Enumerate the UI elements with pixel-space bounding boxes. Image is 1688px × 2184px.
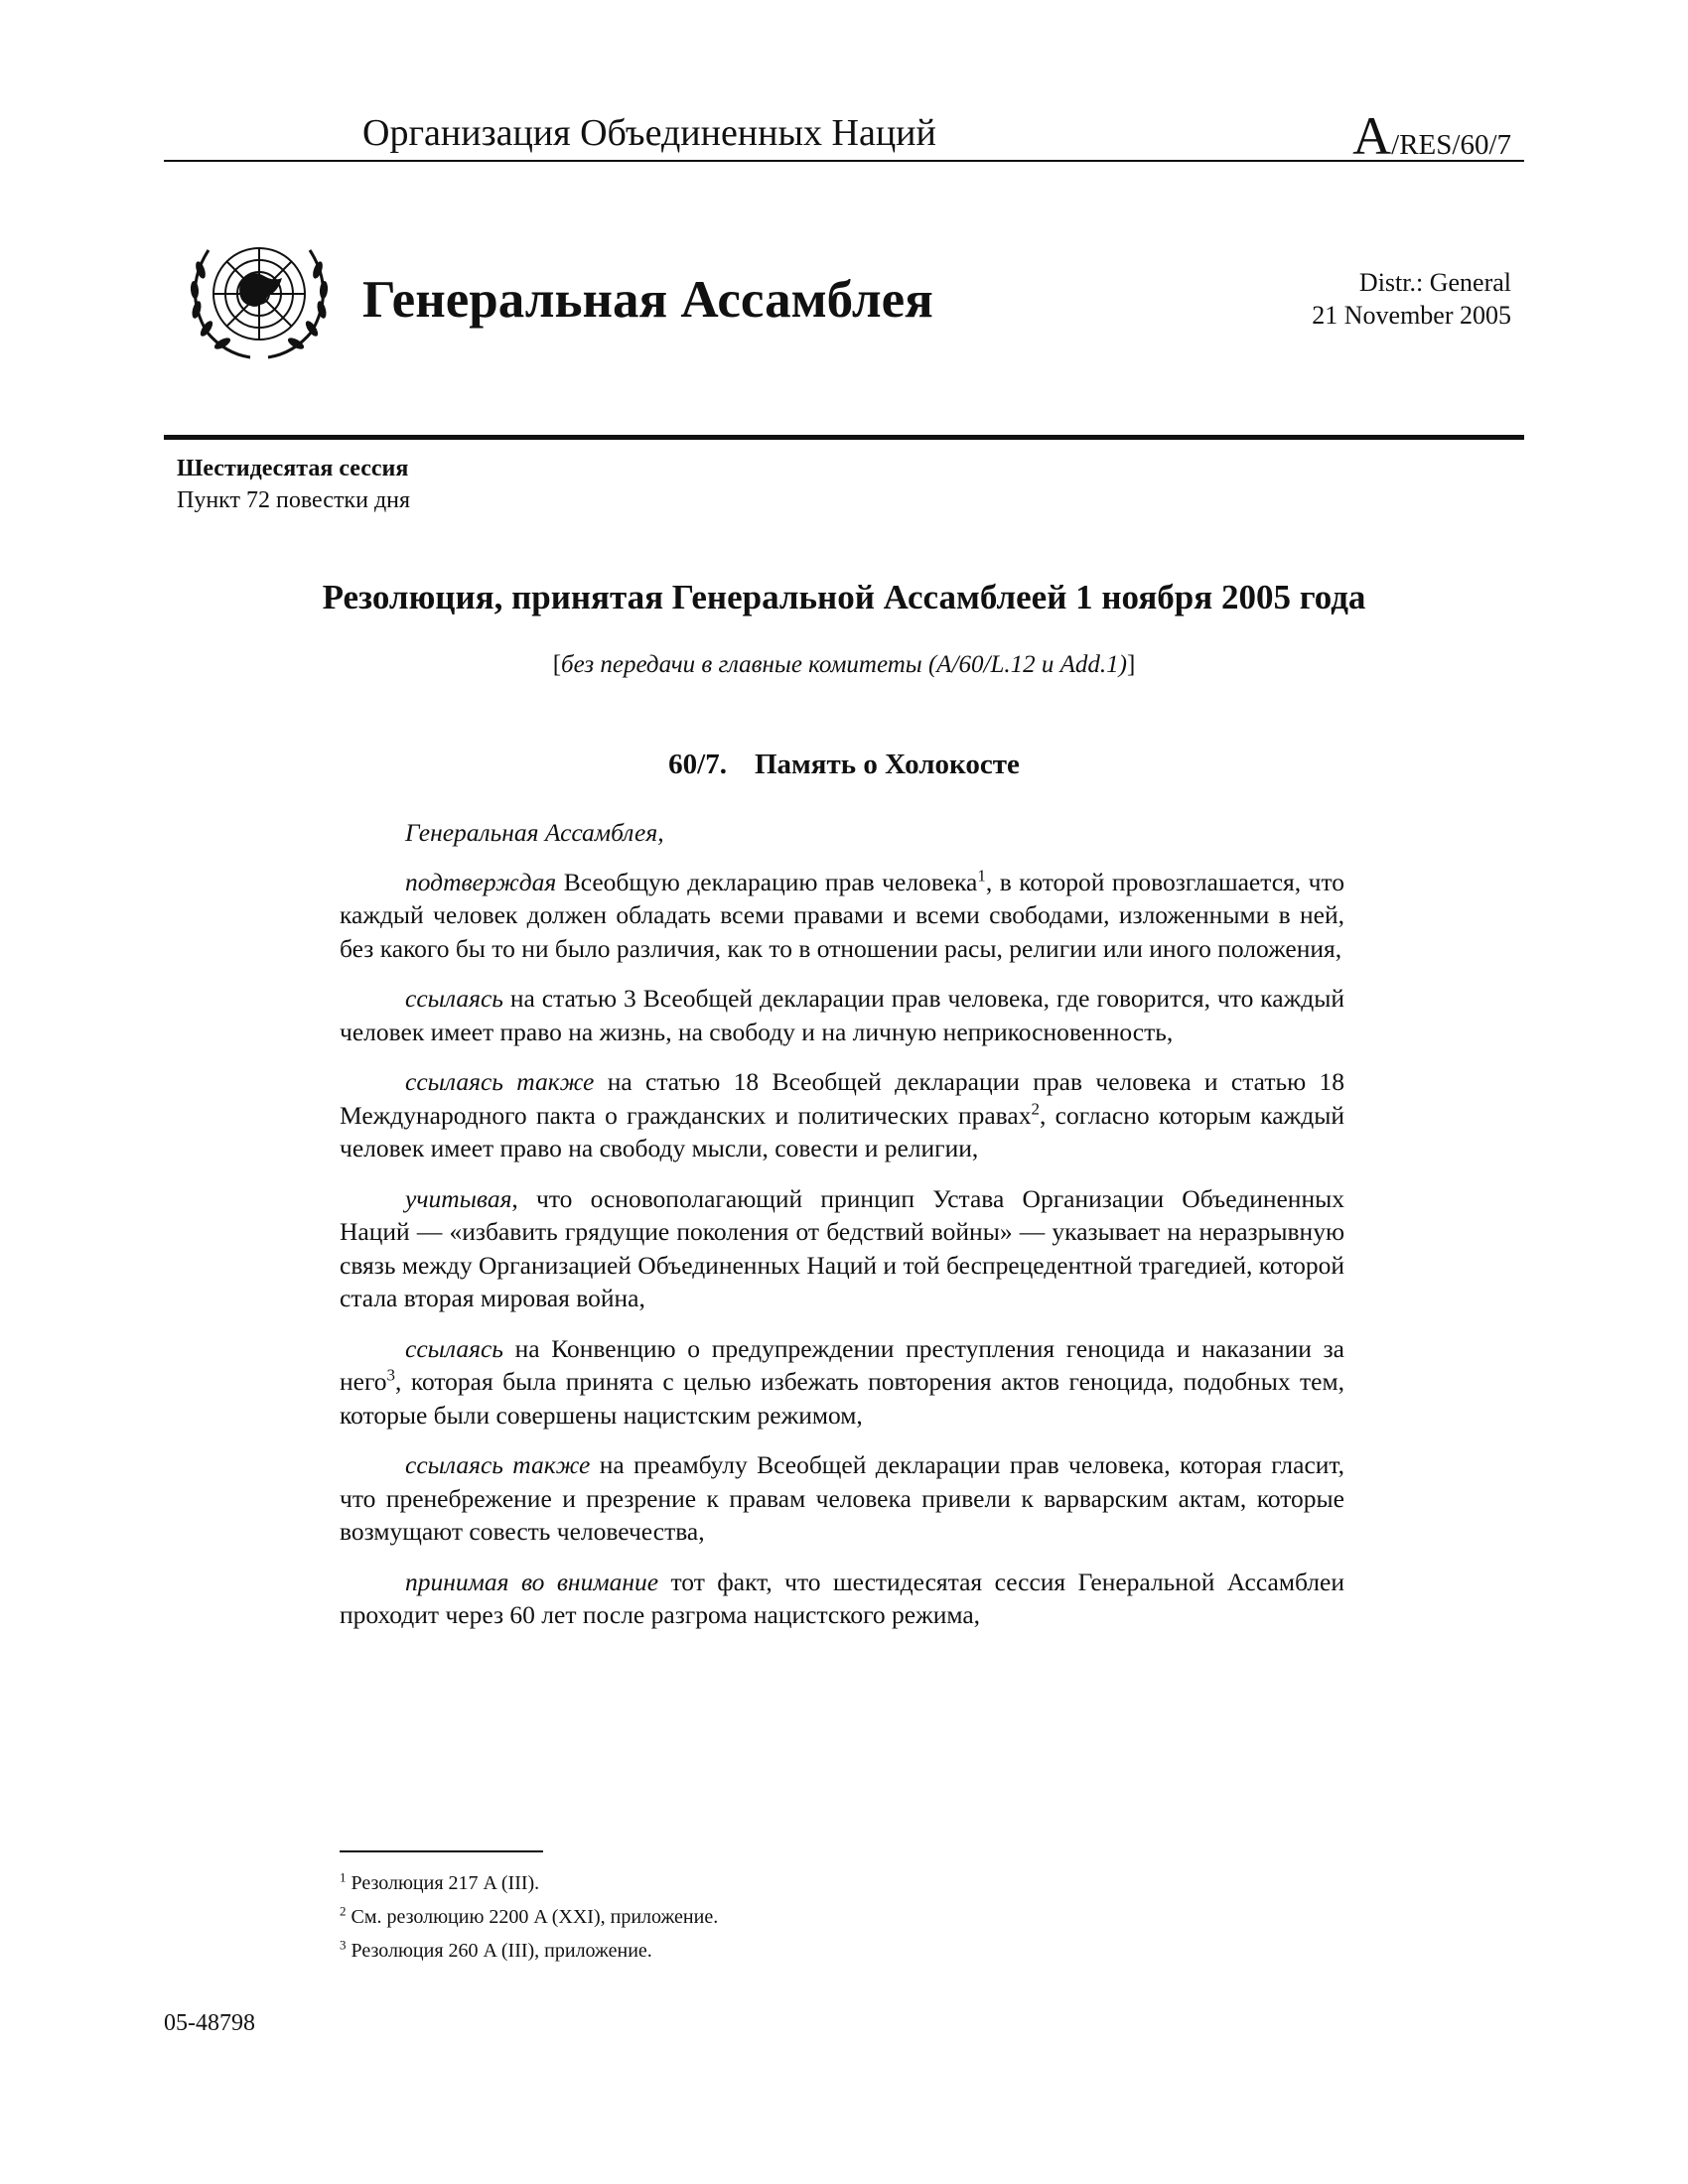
- bracket-close: ]: [1126, 651, 1136, 678]
- footnote-ref: 3: [386, 1365, 396, 1385]
- paragraph: [340, 816, 1344, 850]
- session-block: [177, 453, 410, 516]
- footnote-ref: 1: [977, 866, 986, 885]
- footnote-rule: [340, 1850, 543, 1852]
- italic-lead: Генеральная Ассамблея,: [405, 818, 664, 847]
- footnote-text: Резолюция 260 A (III), приложение.: [346, 1940, 652, 1962]
- paragraph-text: на статью 18 Всеобщей декларации прав человека и статью 18 Международного пакта о гражданских и политических правах: [340, 1067, 1345, 1130]
- paragraph-text: на статью 3 Всеобщей декларации прав человека, где говорится, что каждый человек имеет право на жизнь, на свободу и на личную неприкосновенность,: [340, 984, 1344, 1046]
- resolution-number: 60/7.: [668, 749, 727, 780]
- footnote-text: Резолюция 217 A (III).: [346, 1872, 540, 1894]
- document-code: 05-48798: [164, 2010, 255, 2036]
- resolution-note: [0, 651, 1688, 679]
- body-name: Генеральная Ассамблея: [362, 271, 933, 329]
- footnote: [340, 1934, 718, 1968]
- session-name: Шестидесятая сессия: [177, 456, 409, 481]
- footnote-text: См. резолюцию 2200 A (XXI), приложение.: [346, 1906, 719, 1928]
- masthead-rule: [164, 435, 1524, 440]
- paragraph-text: тот факт, что шестидесятая сессия Генеральной Ассамблеи проходит через 60 лет после разгрома нацистского режима,: [340, 1567, 1344, 1629]
- note-text: без передачи в главные комитеты (A/60/L.12 и Add.1): [561, 651, 1127, 678]
- italic-lead: принимая во внимание: [405, 1567, 659, 1596]
- italic-lead: учитывая: [405, 1183, 512, 1213]
- paragraph: [340, 866, 1344, 966]
- footnotes: [340, 1866, 718, 1968]
- paragraph: [340, 1566, 1344, 1632]
- footnote-number: 3: [340, 1937, 347, 1953]
- italic-lead: подтверждая: [405, 867, 557, 896]
- paragraph: [340, 982, 1344, 1048]
- paragraph-text: , согласно которым каждый человек имеет право на свободу мысли, совести и религии,: [340, 1100, 1344, 1162]
- agenda-item: Пункт 72 повестки дня: [177, 487, 411, 513]
- paragraph-text: на преамбулу Всеобщей декларации прав человека, которая гласит, что пренебрежение и презрение к правам человека привели к варварским актам, которые возмущают совесть человечества,: [340, 1450, 1345, 1546]
- italic-lead: ссылаясь также: [405, 1450, 591, 1479]
- bracket-open: [: [552, 651, 562, 678]
- resolution-title: Резолюция, принятая Генеральной Ассамблеей 1 ноября 2005 года: [322, 578, 1366, 616]
- paragraph: [340, 1332, 1344, 1433]
- un-emblem-icon: [179, 230, 340, 367]
- paragraph: [340, 1065, 1344, 1165]
- italic-lead: ссылаясь: [405, 1333, 503, 1363]
- header-rule: [164, 160, 1524, 162]
- footnote-ref: 2: [1031, 1099, 1040, 1118]
- resolution-heading: [0, 749, 1688, 781]
- paragraph-text: , что основополагающий принцип Устава Организации Объединенных Наций — «избавить грядущие поколения от бедствий войны» — указывает на неразрывную связь между Организацией Объединенных Наций и той беспрецедентной трагедией, которой стала вторая мировая война,: [340, 1183, 1344, 1312]
- paragraph: [340, 1448, 1344, 1549]
- paragraph-text: , в которой провозглашается, что каждый человек должен обладать всеми правами и всеми свободами, изложенными в ней, без какого бы то ни было различия, как то в отношении расы, религии или иного положения,: [340, 867, 1344, 963]
- paragraph-text: , которая была принята с целью избежать повторения актов геноцида, подобных тем, которые были совершены нацистским режимом,: [340, 1367, 1344, 1430]
- italic-lead: ссылаясь также: [405, 1067, 595, 1096]
- paragraph-text: на Конвенцию о предупреждении преступления геноцида и наказании за него: [340, 1333, 1344, 1396]
- issue-date: 21 November 2005: [1312, 301, 1511, 330]
- document-symbol: [1352, 105, 1511, 167]
- organization-name: Организация Объединенных Наций: [362, 112, 936, 154]
- footnote: [340, 1866, 718, 1900]
- symbol-rest: /RES/60/7: [1391, 129, 1511, 161]
- distribution-block: [1312, 266, 1511, 332]
- footnote-number: 2: [340, 1903, 347, 1919]
- footnote: [340, 1900, 718, 1934]
- italic-lead: ссылаясь: [405, 984, 503, 1013]
- distribution: Distr.: General: [1358, 268, 1511, 297]
- symbol-letter: A: [1352, 106, 1392, 166]
- paragraph-text: Всеобщую декларацию прав человека: [556, 867, 978, 896]
- footnote-number: 1: [340, 1869, 347, 1885]
- paragraph: [340, 1182, 1344, 1315]
- resolution-body: [340, 816, 1344, 1649]
- resolution-subject: Память о Холокосте: [754, 749, 1020, 780]
